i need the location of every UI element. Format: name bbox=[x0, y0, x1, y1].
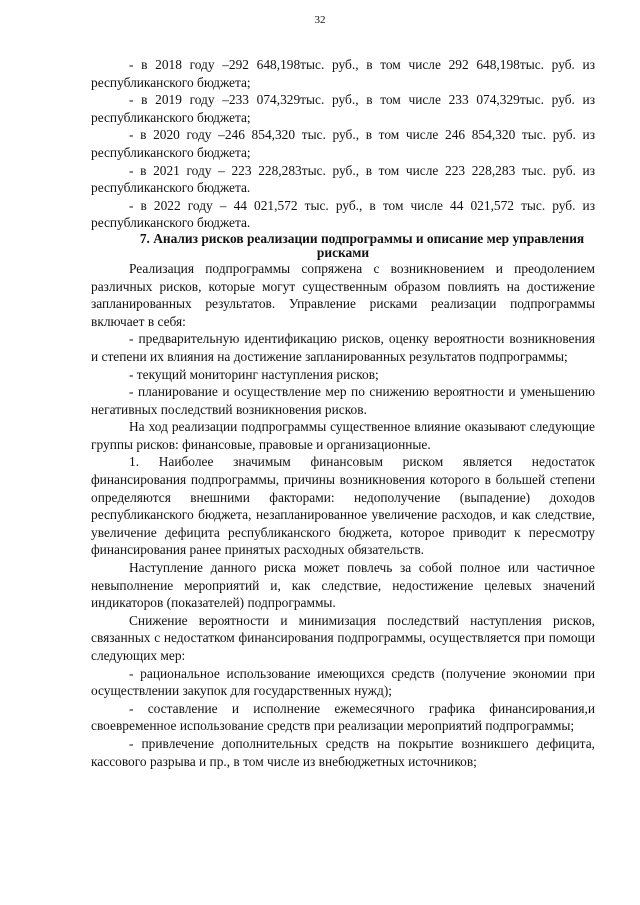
budget-line-2019: - в 2019 году –233 074,329тыс. руб., в том числе 233 074,329тыс. руб. из республиканского бюджета; bbox=[91, 92, 595, 125]
section-heading: 7. Анализ рисков реализации подпрограммы и описание мер управления рисками bbox=[139, 230, 585, 260]
paragraph-risk-groups: На ход реализации подпрограммы существенное влияние оказывают следующие группы рисков: финансовые, правовые и организационные. bbox=[91, 419, 595, 452]
paragraph-schedule: - составление и исполнение ежемесячного графика финансирования,и своевременное использование средств при реализации мероприятий подпрограммы; bbox=[91, 700, 595, 734]
page-number: 32 bbox=[314, 14, 326, 26]
paragraph-additional-funds: - привлечение дополнительных средств на покрытие возникшего дефицита, кассового разрыва и пр., в том числе из внебюджетных источников; bbox=[91, 735, 595, 769]
budget-line-2020: - в 2020 году –246 854,320 тыс. руб., в том числе 246 854,320 тыс. руб. из республиканского бюджета; bbox=[91, 127, 595, 160]
budget-line-2022: - в 2022 году – 44 021,572 тыс. руб., в том числе 44 021,572 тыс. руб. из республиканского бюджета. bbox=[91, 197, 595, 231]
paragraph-mitigation: Снижение вероятности и минимизация последствий наступления рисков, связанных с недостатком финансирования подпрограммы, осуществляется при помощи следующих мер: bbox=[91, 612, 595, 663]
paragraph-planning: - планирование и осуществление мер по снижению вероятности и уменьшению негативных последствий возникновения рисков. bbox=[91, 384, 595, 417]
paragraph-rational-use: - рациональное использование имеющихся средств (получение экономии при осуществлении закупок для государственных нужд); bbox=[91, 665, 595, 699]
paragraph-monitoring: - текущий мониторинг наступления рисков; bbox=[129, 366, 379, 382]
paragraph-consequences: Наступление данного риска может повлечь за собой полное или частичное невыполнение мероприятий и, как следствие, недостижение целевых значений индикаторов (показателей) подпрограммы. bbox=[91, 560, 595, 611]
budget-line-2021: - в 2021 году – 223 228,283тыс. руб., в том числе 223 228,283 тыс. руб. из республиканского бюджета. bbox=[91, 162, 595, 196]
budget-line-2018: - в 2018 году –292 648,198тыс. руб., в том числе 292 648,198тыс. руб. из республиканского бюджета; bbox=[91, 57, 595, 90]
paragraph-financial-risk: 1. Наиболее значимым финансовым риском является недостаток финансирования подпрограммы, причины возникновения которого в большей степени определяются внешними факторами: недополучение (выпадение) доходов республиканского бюджета, незапланированное увеличение расходов, и как следствие, увеличение дефицита республиканского бюджета, которое приводит к пересмотру финансирования ранее принятых расходных обязательств. bbox=[91, 454, 595, 558]
paragraph-intro: Реализация подпрограммы сопряжена с возникновением и преодолением различных рисков, которые могут существенным образом повлиять на достижение запланированных результатов. Управление рисками реализации подпрограммы включает в себя: bbox=[91, 260, 595, 329]
page-content bbox=[91, 56, 595, 770]
paragraph-identification: - предварительную идентификацию рисков, оценку вероятности возникновения и степени их влияния на достижение запланированных результатов подпрограммы; bbox=[91, 331, 595, 364]
